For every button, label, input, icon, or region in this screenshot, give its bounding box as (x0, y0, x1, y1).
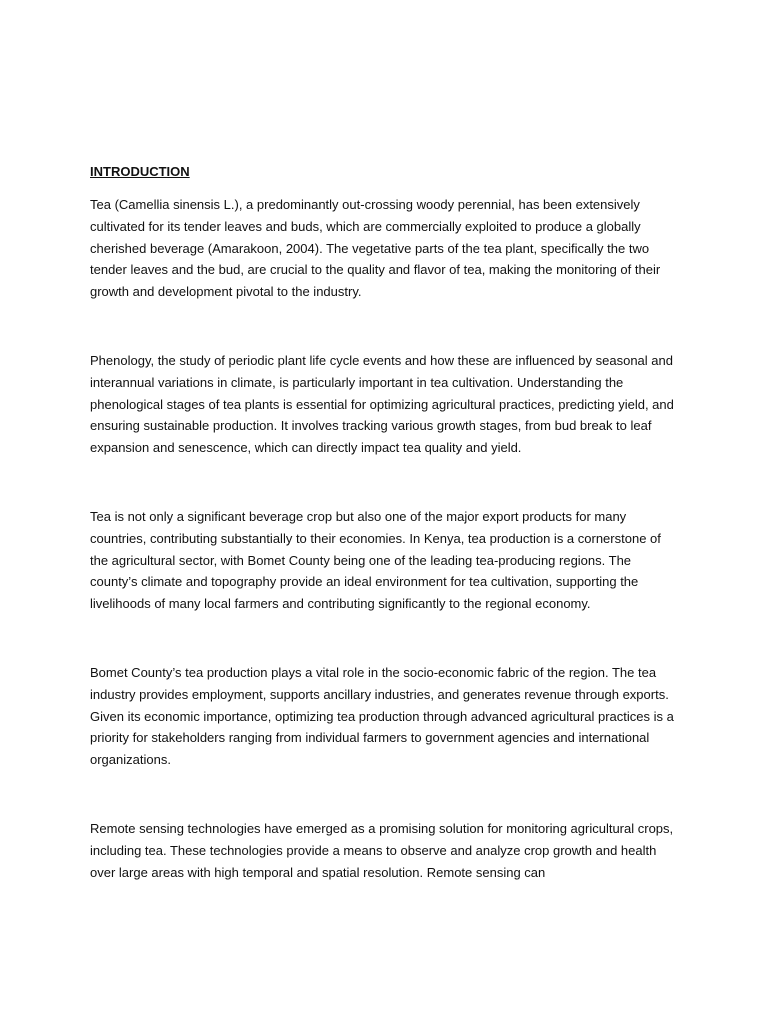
paragraph-5: Remote sensing technologies have emerged as a promising solution for monitoring agricultural crops, including tea. These technologies provide a means to observe and analyze crop growth and health over large areas with high temporal and spatial resolution. Remote sensing can (90, 820, 674, 880)
paragraph-3: Tea is not only a significant beverage crop but also one of the major export products for many countries, contributing substantially to their economies. In Kenya, tea production is a cornerstone of the agricultural sector, with Bomet County being one of the leading tea-producing regions. The county’s climate and topography provide an ideal environment for tea cultivation, supporting the livelihoods of many local farmers and contributing significantly to the regional economy. (90, 508, 661, 612)
paragraph-1: Tea (Camellia sinensis L.), a predominantly out-crossing woody perennial, has been extensively cultivated for its tender leaves and buds, which are commercially exploited to produce a globally cherished beverage (Amarakoon, 2004). The vegetative parts of the tea plant, specifically the two tender leaves and the bud, are crucial to the quality and flavor of tea, making the monitoring of their growth and development pivotal to the industry. (90, 197, 661, 300)
paragraph-4: Bomet County’s tea production plays a vital role in the socio-economic fabric of the region. The tea industry provides employment, supports ancillary industries, and generates revenue through exports. Given its economic importance, optimizing tea production through advanced agricultural practices is a priority for stakeholders ranging from individual farmers to government agencies and international organizations. (90, 664, 674, 768)
section-heading: INTRODUCTION (90, 164, 190, 179)
document-body (90, 163, 682, 930)
paragraph-2: Phenology, the study of periodic plant life cycle events and how these are influenced by seasonal and interannual variations in climate, is particularly important in tea cultivation. Understanding the phenological stages of tea plants is essential for optimizing agricultural practices, predicting yield, and ensuring sustainable production. It involves tracking various growth stages, from bud break to leaf expansion and senescence, which can directly impact tea quality and yield. (90, 352, 674, 456)
